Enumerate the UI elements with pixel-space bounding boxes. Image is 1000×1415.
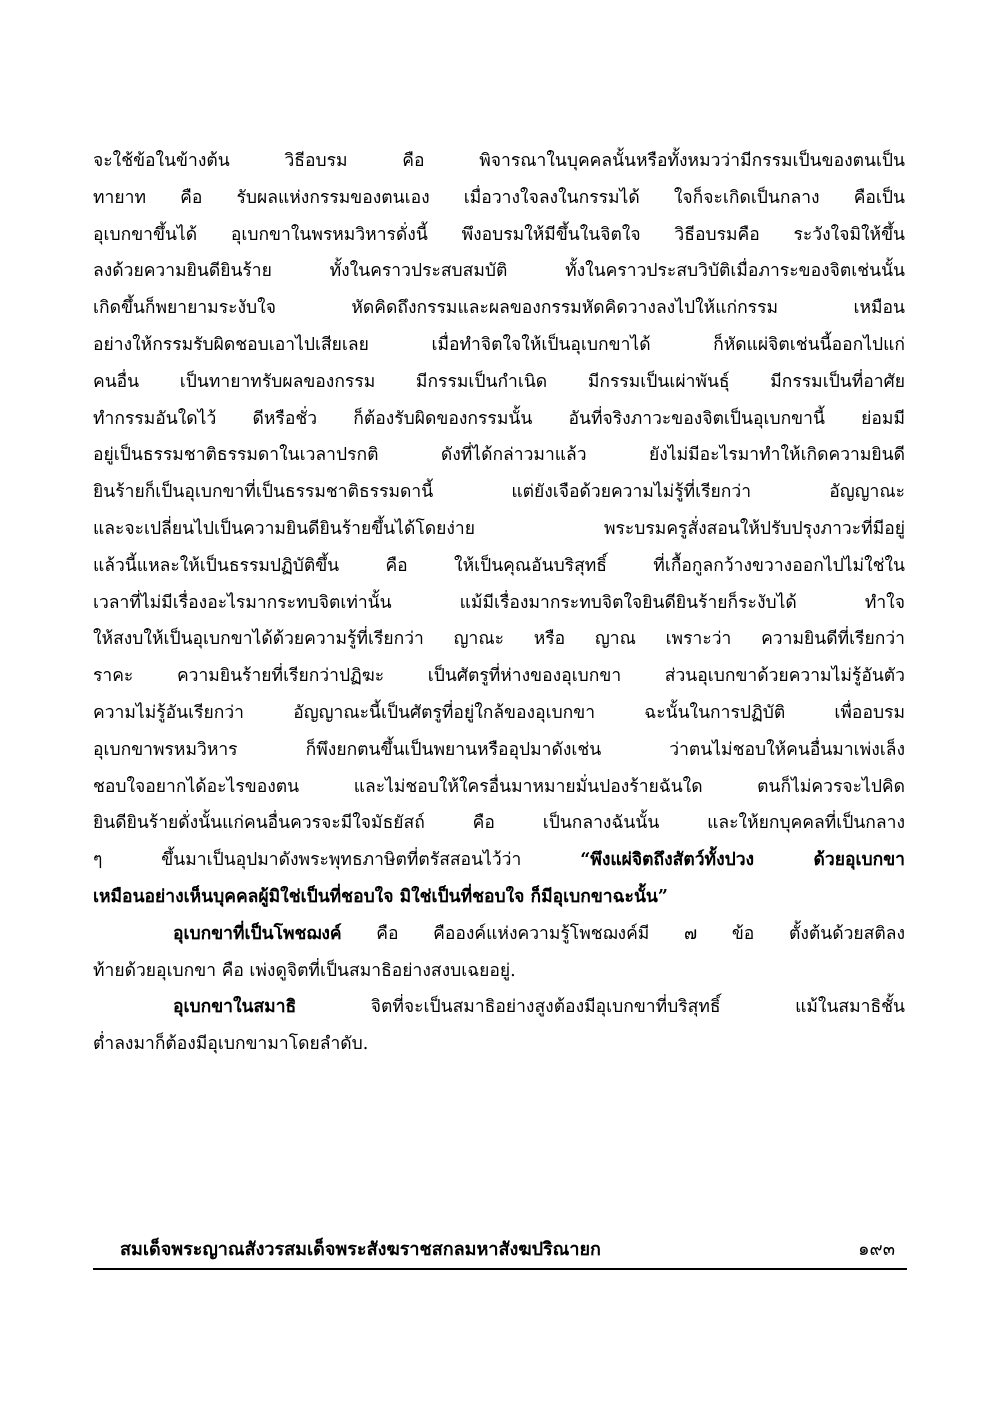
samadhi-paragraph-line <box>93 989 905 1026</box>
text-line: จะใช้ข้อในข้างต้น วิธีอบรม คือ พิจารณาในบุคคลนั้นหรือทั้งหมวว่ามีกรรมเป็นของตนเป็น <box>93 151 905 171</box>
quote-start: “พึงแผ่จิตถึงสัตว์ทั้งปวง ด้วยอุเบกขา <box>580 850 905 871</box>
text-line: อย่างให้กรรมรับผิดชอบเอาไปเสียเลย เมื่อทำจิตใจให้เป็นอุเบกขาได้ ก็หัดแผ่จิตเช่นนี้ออกไปแก่ <box>93 334 905 355</box>
text-line: ลงด้วยความยินดียินร้าย ทั้งในคราวประสบสมบัติ ทั้งในคราวประสบวิบัติเมื่อภาระของจิตเช่นนั้น <box>93 261 905 282</box>
text-line: ความไม่รู้อันเรียกว่า อัญญาณะนี้เป็นศัตรูที่อยู่ใกล้ของอุเบกขา ฉะนั้นในการปฏิบัติ เพื่ออบรม <box>93 702 905 723</box>
text-line: เกิดขึ้นก็พยายามระงับใจ หัดคิดถึงกรรมและผลของกรรมหัดคิดวางลงไปให้แก่กรรม เหมือน <box>93 298 905 319</box>
quote-line-end <box>93 879 905 916</box>
text-line: อุเบกขาพรหมวิหาร ก็พึงยกตนขึ้นเป็นพยานหรืออุปมาดังเช่น ว่าตนไม่ชอบให้คนอื่นมาเพ่งเล็ง <box>93 739 905 760</box>
text-line: เวลาที่ไม่มีเรื่องอะไรมากระทบจิตเท่านั้น แม้มีเรื่องมากระทบจิตใจยินดียินร้ายก็ระงับได้ ทำใจ <box>93 592 905 613</box>
text-line: ให้สงบให้เป็นอุเบกขาได้ด้วยความรู้ที่เรียกว่า ญาณะ หรือ ญาณ เพราะว่า ความยินดีที่เรียกว่า <box>93 629 905 650</box>
quote-end: เหมือนอย่างเห็นบุคคลผู้มิใช่เป็นที่ชอบใจ มิใช่เป็นที่ชอบใจ ก็มีอุเบกขาฉะนั้น” <box>93 886 668 907</box>
page-number: ๑๙๓ <box>858 1239 895 1260</box>
text-line: คนอื่น เป็นทายาทรับผลของกรรม มีกรรมเป็นกำเนิด มีกรรมเป็นเผ่าพันธุ์ มีกรรมเป็นที่อาศัย <box>93 371 905 392</box>
text-line: ทายาท คือ รับผลแห่งกรรมของตนเอง เมื่อวางใจลงในกรรมได้ ใจก็จะเกิดเป็นกลาง คือเป็น <box>93 187 905 208</box>
bojjhanga-text: คือ คือองค์แห่งความรู้โพชฌงค์มี ๗ ข้อ ตั้งต้นด้วยสติลง <box>341 923 905 944</box>
bojjhanga-paragraph-end: ท้ายด้วยอุเบกขา คือ เพ่งดูจิตที่เป็นสมาธิอย่างสงบเฉยอยู่. <box>93 960 516 981</box>
text-line: อุเบกขาขึ้นได้ อุเบกขาในพรหมวิหารดั่งนี้ พึงอบรมให้มีขึ้นในจิตใจ วิธีอบรมคือ ระวังใจมิให้ขึ้น <box>93 224 905 245</box>
text-line: ยินร้ายก็เป็นอุเบกขาที่เป็นธรรมชาติธรรมดานี้ แต่ยังเจือด้วยความไม่รู้ที่เรียกว่า อัญญาณะ <box>93 482 905 503</box>
text-line: ทำกรรมอันใดไว้ ดีหรือชั่ว ก็ต้องรับผิดของกรรมนั้น อันที่จริงภาวะของจิตเป็นอุเบกขานี้ ย่อมมี <box>93 408 905 429</box>
text-line: ชอบใจอยากได้อะไรของตน และไม่ชอบให้ใครอื่นมาหมายมั่นปองร้ายฉันใด ตนก็ไม่ควรจะไปคิด <box>93 776 905 797</box>
text-line: ยินดียินร้ายดั่งนั้นแก่คนอื่นควรจะมีใจมัธยัสถ์ คือ เป็นกลางฉันนั้น และให้ยกบุคคลที่เป็นกลาง <box>93 813 905 834</box>
quote-line <box>93 842 905 879</box>
samadhi-paragraph-end: ต่ำลงมาก็ต้องมีอุเบกขามาโดยลำดับ. <box>93 1034 369 1055</box>
footer-title: สมเด็จพระญาณสังวรสมเด็จพระสังฆราชสกลมหาสังฆปริณายก <box>120 1239 601 1260</box>
body-text <box>93 143 905 1063</box>
text-line: อยู่เป็นธรรมชาติธรรมดาในเวลาปรกติ ดังที่ได้กล่าวมาแล้ว ยังไม่มีอะไรมาทำให้เกิดความยินดี <box>93 445 905 466</box>
text-line: แล้วนี้แหละให้เป็นธรรมปฏิบัติขึ้น คือ ให้เป็นคุณอันบริสุทธิ์ ที่เกื้อกูลกว้างขวางออกไปไม่ใช่ใน <box>93 555 905 576</box>
quote-intro: ๆ ขึ้นมาเป็นอุปมาดังพระพุทธภาษิตที่ตรัสสอนไว้ว่า <box>93 850 522 871</box>
samadhi-heading: อุเบกขาในสมาธิ <box>173 997 297 1018</box>
samadhi-text: จิตที่จะเป็นสมาธิอย่างสูงต้องมีอุเบกขาที่บริสุทธิ์ แม้ในสมาธิชั้น <box>296 997 905 1018</box>
text-line: และจะเปลี่ยนไปเป็นความยินดียินร้ายขึ้นได้โดยง่าย พระบรมครูสั่งสอนให้ปรับปรุงภาวะที่มีอยู่ <box>93 518 905 539</box>
footer-divider <box>93 1268 907 1270</box>
page-footer <box>93 1232 907 1272</box>
text-line: ราคะ ความยินร้ายที่เรียกว่าปฏิฆะ เป็นศัตรูที่ห่างของอุเบกขา ส่วนอุเบกขาด้วยความไม่รู้อันตัว <box>93 666 905 687</box>
bojjhanga-heading: อุเบกขาที่เป็นโพชฌงค์ <box>173 923 342 944</box>
bojjhanga-paragraph-line <box>93 916 905 953</box>
